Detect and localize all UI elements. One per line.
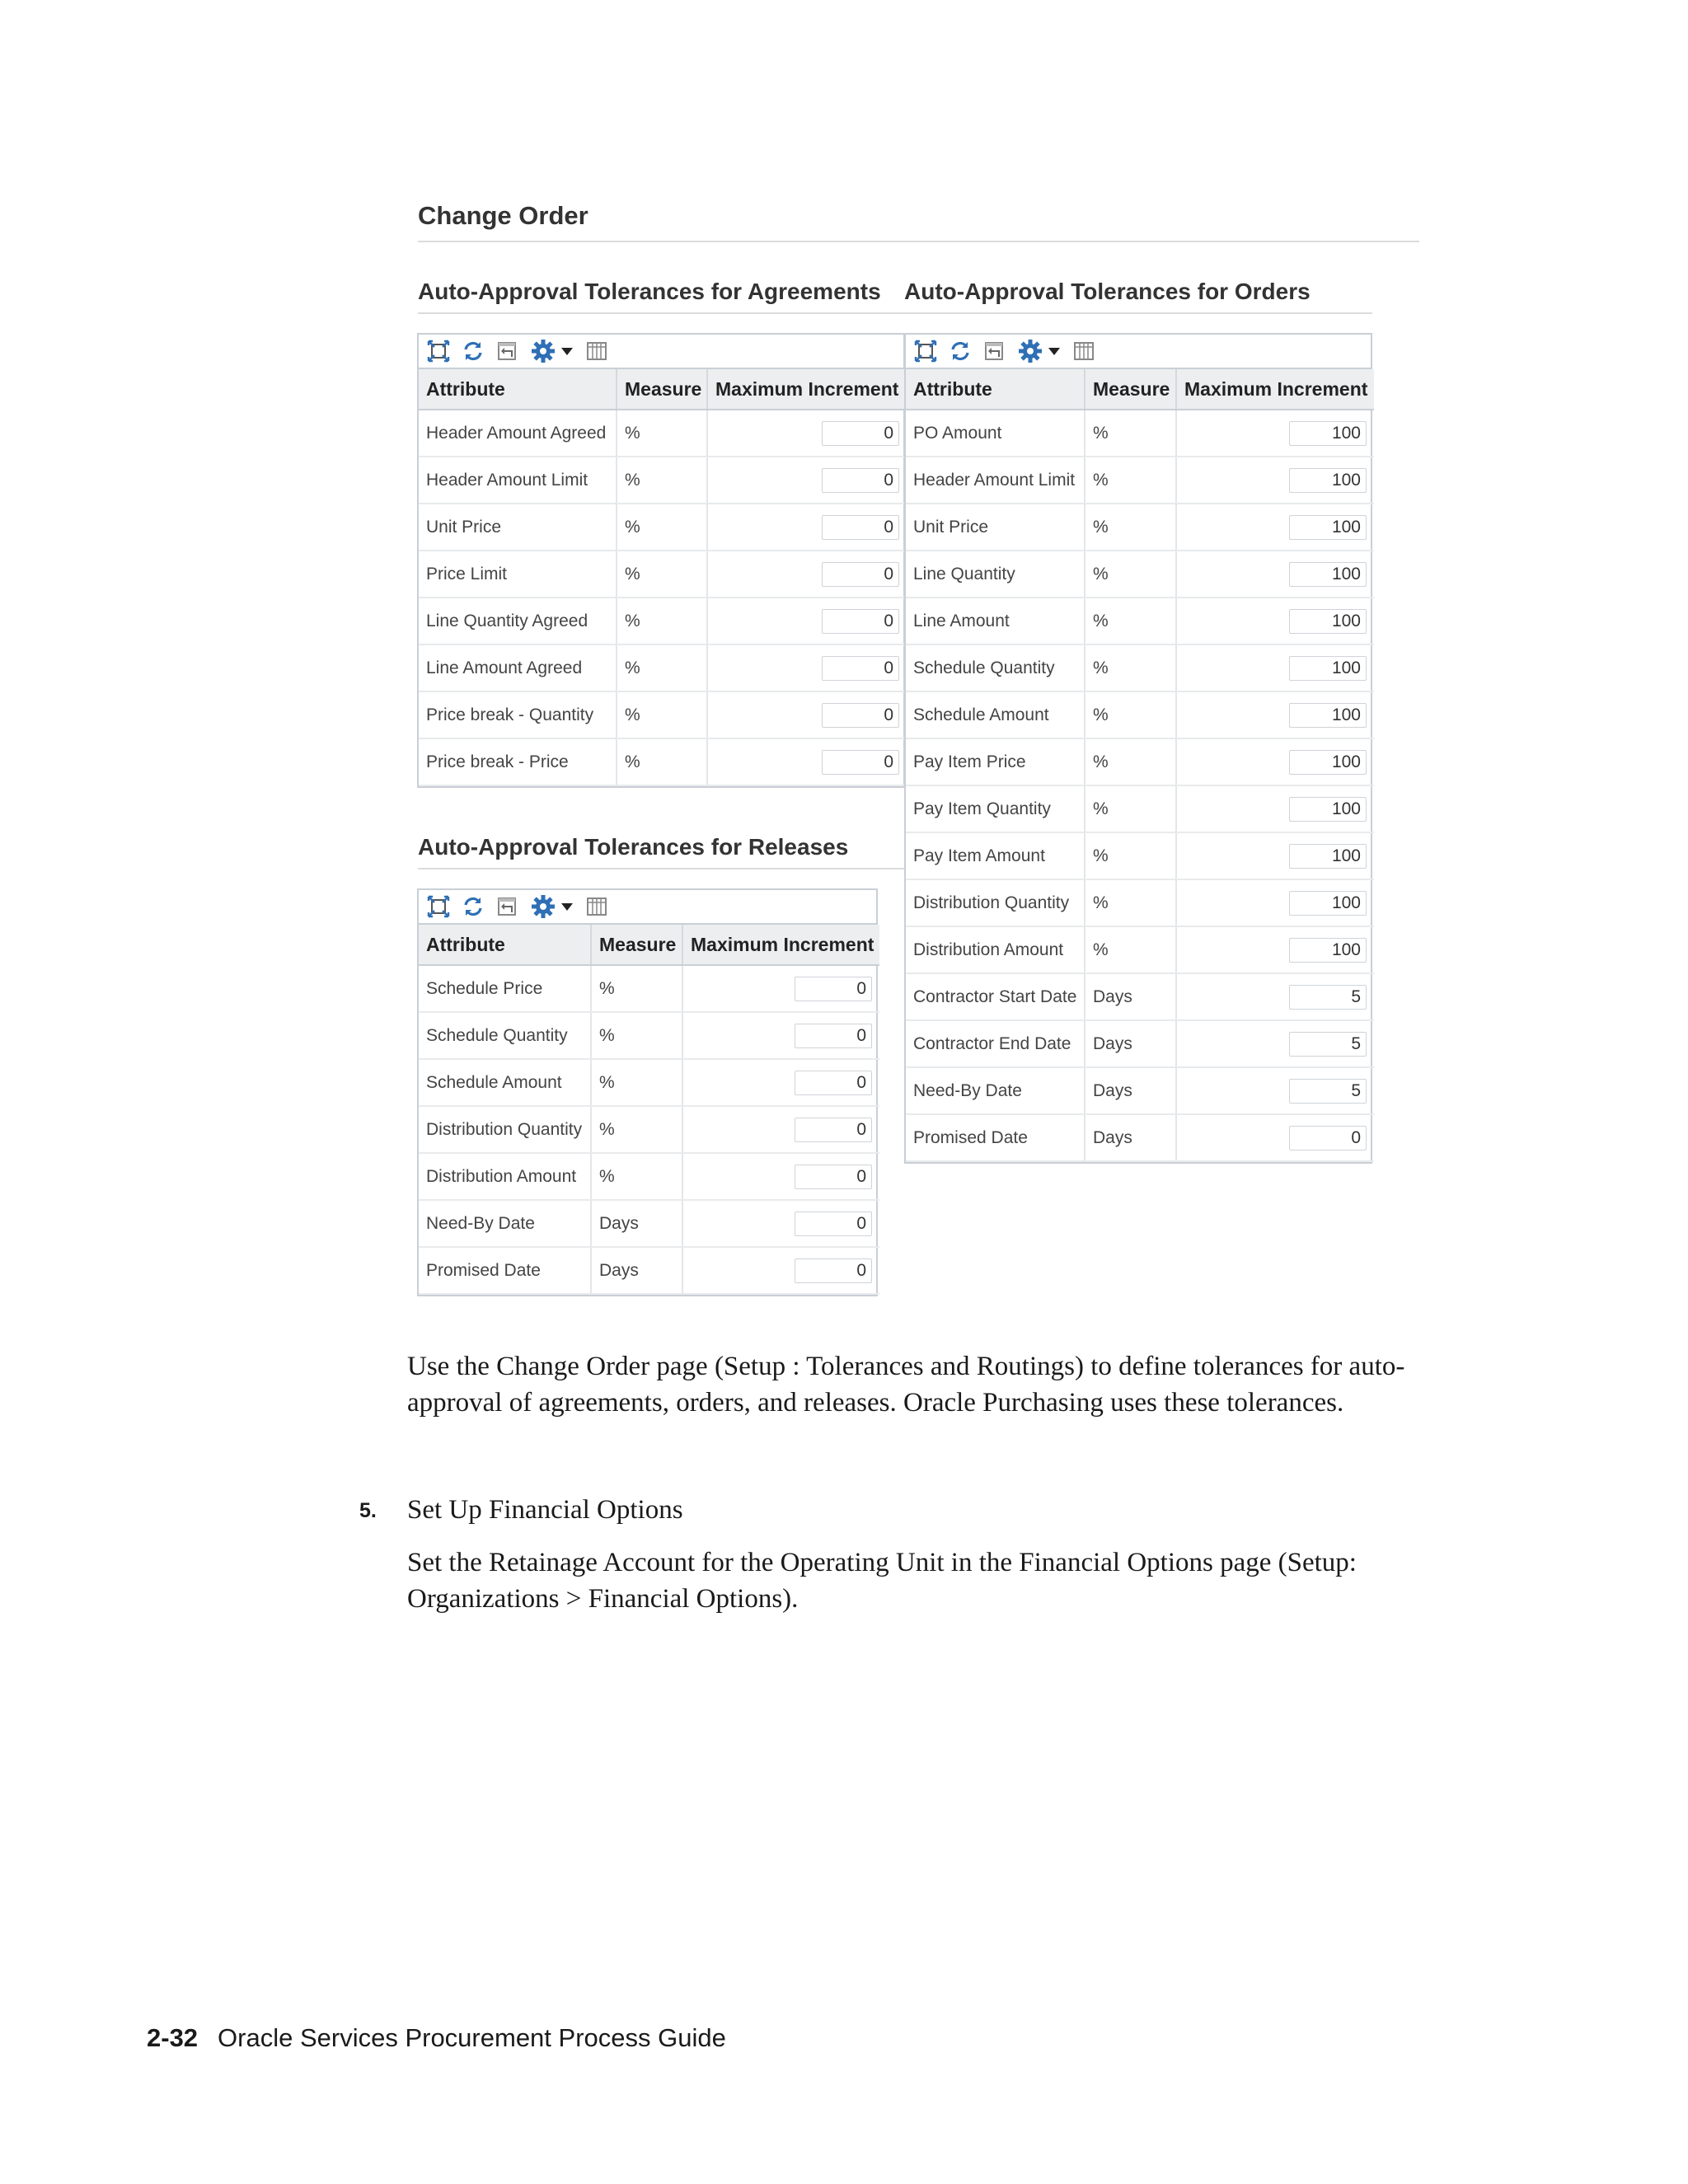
measure-cell: %	[617, 644, 707, 691]
attribute-cell: Price Limit	[419, 551, 617, 598]
max-increment-input[interactable]: 0	[822, 656, 899, 681]
max-increment-cell	[707, 551, 907, 598]
header-row	[906, 369, 1374, 410]
attribute-cell: Unit Price	[419, 504, 617, 551]
measure-cell: %	[591, 965, 682, 1012]
max-increment-cell	[707, 598, 907, 644]
orders-table	[906, 369, 1374, 1162]
table-row	[419, 1247, 879, 1294]
releases-section-title: Auto-Approval Tolerances for Releases	[418, 834, 849, 860]
max-increment-input[interactable]: 100	[1289, 891, 1367, 916]
releases-title-divider	[418, 868, 904, 869]
attribute-cell: Pay Item Amount	[906, 832, 1085, 879]
max-increment-cell	[1176, 691, 1374, 738]
measure-cell: Days	[591, 1247, 682, 1294]
attribute-cell: PO Amount	[906, 410, 1085, 457]
measure-cell: %	[1085, 926, 1176, 973]
column-header[interactable]: Measure	[1085, 369, 1176, 410]
refresh-icon[interactable]	[949, 339, 972, 363]
max-increment-input[interactable]: 100	[1289, 703, 1367, 728]
table-row	[906, 1067, 1374, 1114]
max-increment-cell	[682, 1012, 879, 1059]
measure-cell: %	[617, 551, 707, 598]
title-divider	[418, 241, 1419, 242]
attribute-cell: Contractor Start Date	[906, 973, 1085, 1020]
table-row	[906, 551, 1374, 598]
table-row	[906, 504, 1374, 551]
table-row	[906, 973, 1374, 1020]
detach-icon[interactable]	[427, 894, 450, 919]
attribute-cell: Line Quantity	[906, 551, 1085, 598]
intro-paragraph: Use the Change Order page (Setup : Tolerances and Routings) to define tolerances for auto-approval of agreements, orders, and releases. Oracle Purchasing uses these tolerances.	[407, 1352, 1405, 1418]
attribute-cell: Schedule Quantity	[906, 644, 1085, 691]
column-header[interactable]: Maximum Increment	[682, 925, 879, 965]
max-increment-input[interactable]: 0	[822, 609, 899, 634]
max-increment-cell	[707, 738, 907, 785]
agreements-toolbar	[419, 335, 903, 369]
attribute-cell: Distribution Amount	[419, 1153, 591, 1200]
attribute-cell: Unit Price	[906, 504, 1085, 551]
columns-icon[interactable]	[585, 894, 608, 919]
measure-cell: Days	[1085, 973, 1176, 1020]
table-row	[419, 1200, 879, 1247]
table-row	[419, 1153, 879, 1200]
table-row	[906, 785, 1374, 832]
releases-panel	[417, 888, 878, 1296]
max-increment-input[interactable]: 100	[1289, 656, 1367, 681]
measure-cell: Days	[1085, 1067, 1176, 1114]
max-increment-cell	[1176, 644, 1374, 691]
attribute-cell: Need-By Date	[419, 1200, 591, 1247]
max-increment-cell	[1176, 738, 1374, 785]
max-increment-input[interactable]: 0	[822, 515, 899, 540]
table-row	[419, 457, 907, 504]
measure-cell: %	[1085, 832, 1176, 879]
attribute-cell: Schedule Amount	[419, 1059, 591, 1106]
table-row	[419, 1106, 879, 1153]
max-increment-input[interactable]: 0	[795, 1024, 872, 1048]
table-row	[906, 1114, 1374, 1161]
footer-page-number: 2-32	[147, 2023, 199, 2052]
measure-cell: %	[1085, 644, 1176, 691]
orders-title-divider	[904, 312, 1372, 314]
max-increment-input[interactable]: 100	[1289, 421, 1367, 446]
measure-cell: Days	[1085, 1114, 1176, 1161]
measure-cell: %	[1085, 691, 1176, 738]
max-increment-input[interactable]: 0	[795, 1258, 872, 1283]
max-increment-cell	[1176, 879, 1374, 926]
attribute-cell: Distribution Quantity	[419, 1106, 591, 1153]
settings-icon[interactable]	[1018, 339, 1043, 363]
chevron-down-icon[interactable]	[560, 894, 574, 919]
refresh-icon[interactable]	[462, 339, 485, 363]
measure-cell: %	[1085, 410, 1176, 457]
agreements-section-title: Auto-Approval Tolerances for Agreements	[418, 279, 881, 304]
agreements-title-divider	[418, 312, 904, 314]
max-increment-input[interactable]: 0	[822, 421, 899, 446]
attribute-cell: Schedule Price	[419, 965, 591, 1012]
table-row	[419, 691, 907, 738]
max-increment-cell	[707, 691, 907, 738]
measure-cell: %	[617, 504, 707, 551]
agreements-panel	[417, 333, 905, 788]
attribute-cell: Header Amount Agreed	[419, 410, 617, 457]
max-increment-input[interactable]: 0	[795, 1165, 872, 1189]
max-increment-cell	[1176, 551, 1374, 598]
max-increment-cell	[1176, 410, 1374, 457]
table-row	[419, 1012, 879, 1059]
max-increment-input[interactable]: 0	[1289, 1126, 1367, 1151]
chevron-down-icon[interactable]	[1048, 339, 1061, 363]
column-header[interactable]: Attribute	[906, 369, 1085, 410]
chevron-down-icon[interactable]	[560, 339, 574, 363]
max-increment-input[interactable]: 5	[1289, 1032, 1367, 1057]
max-increment-input[interactable]: 5	[1289, 1079, 1367, 1104]
table-row	[906, 457, 1374, 504]
header-row	[419, 925, 879, 965]
table-row	[906, 879, 1374, 926]
settings-icon[interactable]	[531, 894, 556, 919]
attribute-cell: Schedule Amount	[906, 691, 1085, 738]
measure-cell: %	[591, 1059, 682, 1106]
max-increment-cell	[707, 410, 907, 457]
max-increment-cell	[1176, 1020, 1374, 1067]
measure-cell: %	[1085, 504, 1176, 551]
table-row	[419, 965, 879, 1012]
max-increment-cell	[707, 644, 907, 691]
revert-icon[interactable]	[496, 339, 519, 363]
max-increment-cell	[1176, 973, 1374, 1020]
releases-table	[419, 925, 879, 1295]
max-increment-input[interactable]: 100	[1289, 562, 1367, 587]
max-increment-cell	[1176, 457, 1374, 504]
max-increment-cell	[682, 1153, 879, 1200]
max-increment-cell	[1176, 504, 1374, 551]
max-increment-input[interactable]: 100	[1289, 844, 1367, 869]
attribute-cell: Distribution Quantity	[906, 879, 1085, 926]
attribute-cell: Price break - Quantity	[419, 691, 617, 738]
step-number: 5.	[359, 1499, 377, 1522]
attribute-cell: Schedule Quantity	[419, 1012, 591, 1059]
columns-icon[interactable]	[1072, 339, 1095, 363]
max-increment-input[interactable]: 100	[1289, 468, 1367, 493]
measure-cell: %	[1085, 738, 1176, 785]
max-increment-cell	[682, 1247, 879, 1294]
column-header[interactable]: Maximum Increment	[707, 369, 907, 410]
max-increment-input[interactable]: 100	[1289, 938, 1367, 963]
column-header[interactable]: Attribute	[419, 925, 591, 965]
measure-cell: %	[591, 1153, 682, 1200]
max-increment-input[interactable]: 0	[795, 1071, 872, 1095]
max-increment-input[interactable]: 0	[795, 1212, 872, 1236]
attribute-cell: Line Quantity Agreed	[419, 598, 617, 644]
table-row	[419, 1059, 879, 1106]
column-header[interactable]: Maximum Increment	[1176, 369, 1374, 410]
table-row	[419, 504, 907, 551]
table-row	[419, 738, 907, 785]
attribute-cell: Line Amount Agreed	[419, 644, 617, 691]
measure-cell: %	[617, 410, 707, 457]
max-increment-cell	[707, 504, 907, 551]
revert-icon[interactable]	[983, 339, 1006, 363]
table-row	[906, 598, 1374, 644]
max-increment-input[interactable]: 0	[822, 703, 899, 728]
measure-cell: %	[1085, 551, 1176, 598]
max-increment-cell	[1176, 598, 1374, 644]
max-increment-cell	[1176, 1114, 1374, 1161]
refresh-icon[interactable]	[462, 894, 485, 919]
max-increment-cell	[682, 1106, 879, 1153]
orders-section-title: Auto-Approval Tolerances for Orders	[904, 279, 1311, 304]
measure-cell: %	[591, 1012, 682, 1059]
attribute-cell: Header Amount Limit	[419, 457, 617, 504]
financial-options-paragraph: Set the Retainage Account for the Operating Unit in the Financial Options page (Setup: Organizations > Financial Options).	[407, 1548, 1357, 1614]
column-header[interactable]: Measure	[591, 925, 682, 965]
measure-cell: %	[617, 691, 707, 738]
attribute-cell: Pay Item Quantity	[906, 785, 1085, 832]
column-header[interactable]: Measure	[617, 369, 707, 410]
max-increment-input[interactable]: 100	[1289, 609, 1367, 634]
attribute-cell: Promised Date	[419, 1247, 591, 1294]
attribute-cell: Header Amount Limit	[906, 457, 1085, 504]
max-increment-input[interactable]: 100	[1289, 515, 1367, 540]
releases-toolbar	[419, 890, 876, 925]
max-increment-cell	[1176, 785, 1374, 832]
measure-cell: Days	[1085, 1020, 1176, 1067]
columns-icon[interactable]	[585, 339, 608, 363]
measure-cell: %	[1085, 879, 1176, 926]
header-row	[419, 369, 907, 410]
max-increment-cell	[1176, 832, 1374, 879]
max-increment-cell	[682, 965, 879, 1012]
measure-cell: %	[1085, 785, 1176, 832]
table-row	[419, 410, 907, 457]
measure-cell: %	[617, 738, 707, 785]
detach-icon[interactable]	[427, 339, 450, 363]
table-row	[419, 644, 907, 691]
attribute-cell: Contractor End Date	[906, 1020, 1085, 1067]
attribute-cell: Price break - Price	[419, 738, 617, 785]
orders-toolbar	[906, 335, 1371, 369]
max-increment-input[interactable]: 0	[822, 468, 899, 493]
table-row	[906, 691, 1374, 738]
table-row	[906, 410, 1374, 457]
max-increment-cell	[707, 457, 907, 504]
max-increment-input[interactable]: 0	[822, 562, 899, 587]
max-increment-input[interactable]: 5	[1289, 985, 1367, 1010]
max-increment-input[interactable]: 100	[1289, 750, 1367, 775]
max-increment-cell	[1176, 1067, 1374, 1114]
max-increment-input[interactable]: 100	[1289, 797, 1367, 822]
settings-icon[interactable]	[531, 339, 556, 363]
max-increment-cell	[1176, 926, 1374, 973]
measure-cell: %	[1085, 598, 1176, 644]
column-header[interactable]: Attribute	[419, 369, 617, 410]
table-row	[906, 832, 1374, 879]
footer-guide-title: Oracle Services Procurement Process Guide	[218, 2023, 726, 2052]
table-row	[906, 644, 1374, 691]
max-increment-input[interactable]: 0	[795, 1118, 872, 1142]
attribute-cell: Need-By Date	[906, 1067, 1085, 1114]
table-row	[906, 738, 1374, 785]
orders-panel	[904, 333, 1372, 1164]
measure-cell: %	[617, 457, 707, 504]
revert-icon[interactable]	[496, 894, 519, 919]
measure-cell: %	[617, 598, 707, 644]
attribute-cell: Pay Item Price	[906, 738, 1085, 785]
measure-cell: %	[591, 1106, 682, 1153]
attribute-cell: Distribution Amount	[906, 926, 1085, 973]
step-title: Set Up Financial Options	[407, 1495, 683, 1525]
table-row	[419, 551, 907, 598]
attribute-cell: Promised Date	[906, 1114, 1085, 1161]
max-increment-input[interactable]: 0	[822, 750, 899, 775]
max-increment-cell	[682, 1200, 879, 1247]
max-increment-cell	[682, 1059, 879, 1106]
table-row	[906, 1020, 1374, 1067]
max-increment-input[interactable]: 0	[795, 977, 872, 1001]
table-row	[906, 926, 1374, 973]
detach-icon[interactable]	[914, 339, 937, 363]
table-row	[419, 598, 907, 644]
page-title: Change Order	[418, 201, 588, 230]
measure-cell: Days	[591, 1200, 682, 1247]
agreements-table	[419, 369, 907, 786]
measure-cell: %	[1085, 457, 1176, 504]
page-footer	[147, 2023, 726, 2053]
attribute-cell: Line Amount	[906, 598, 1085, 644]
